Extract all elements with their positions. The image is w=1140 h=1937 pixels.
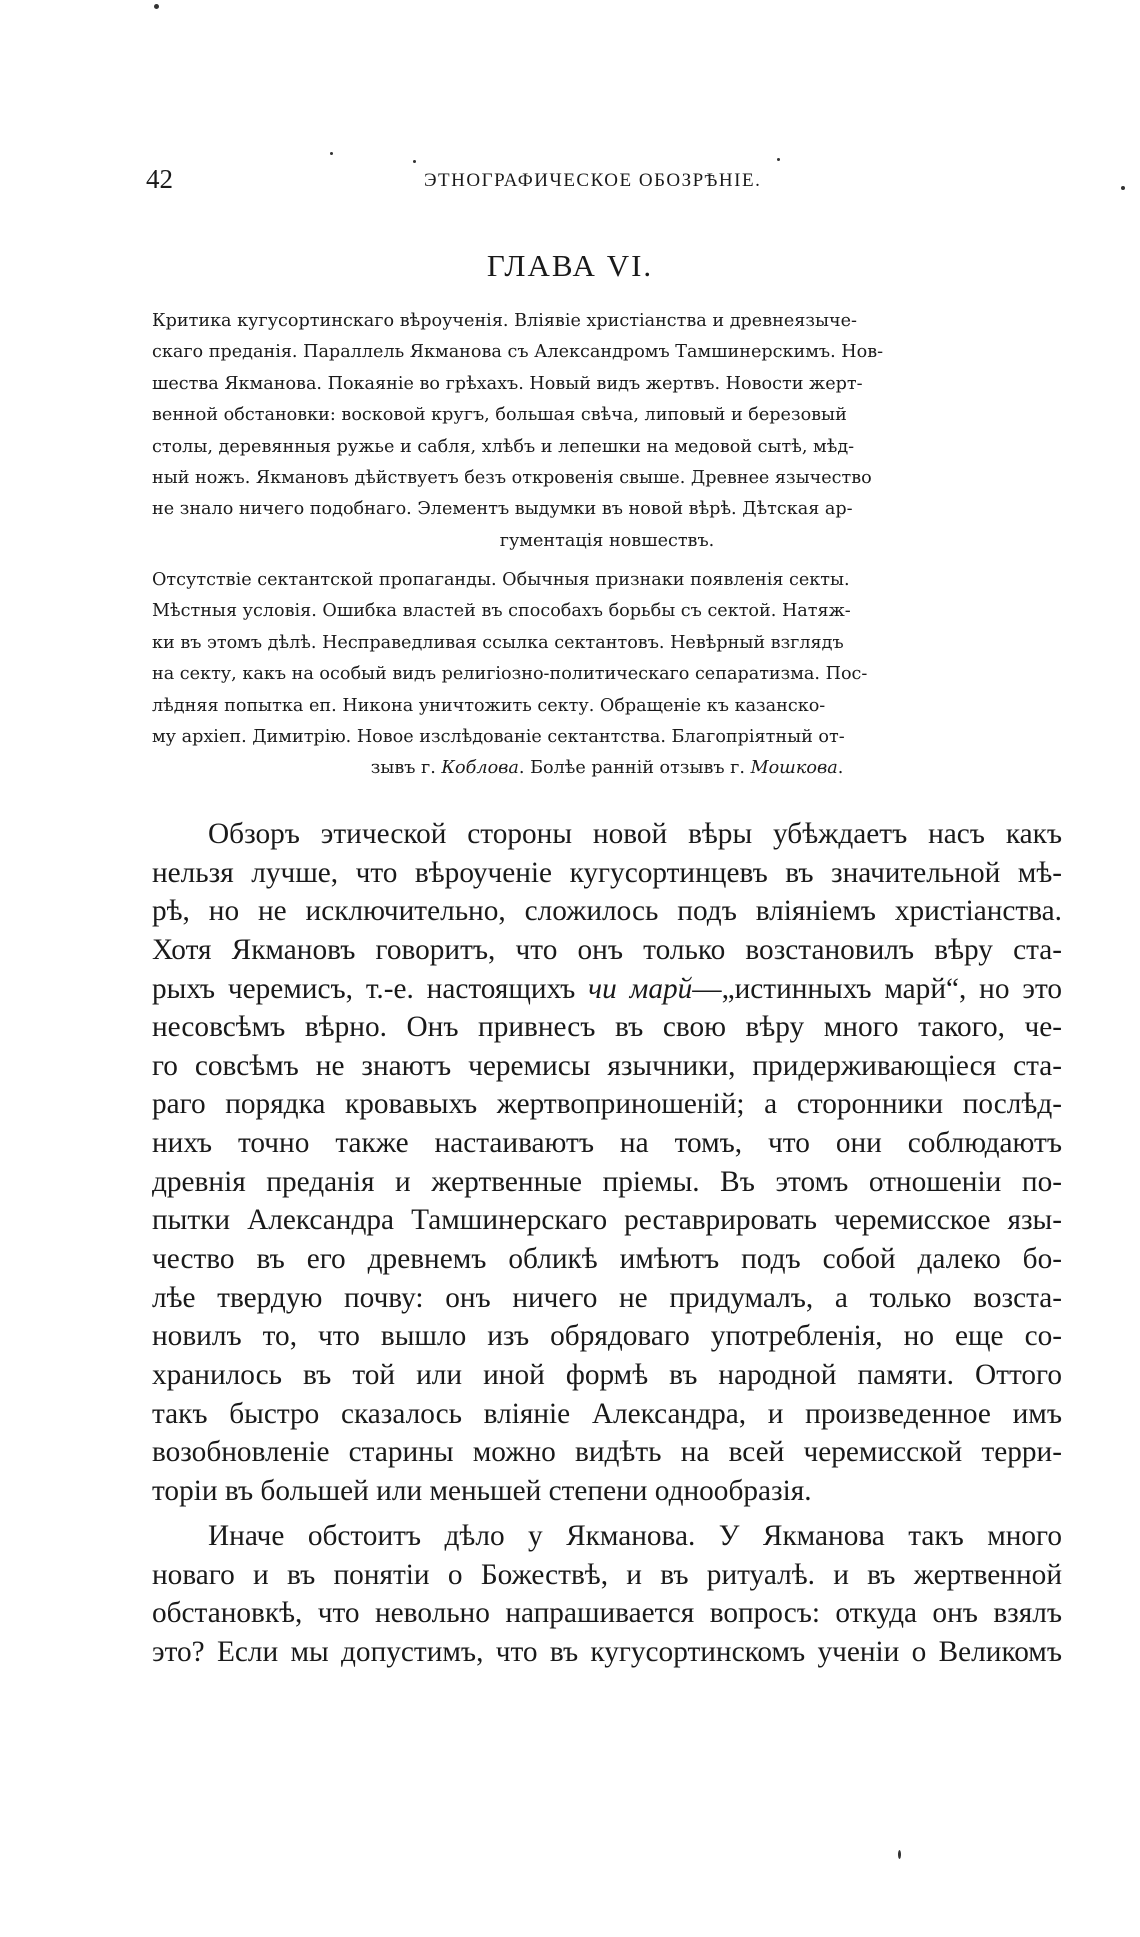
- text-line: го совсѣмъ не знаютъ черемисы язычники, придерживающіеся ста-: [152, 1049, 1062, 1082]
- summary-line: Критика кугусортинскаго вѣроученія. Вліявіе христіанства и древнеязыче-: [152, 311, 857, 331]
- text-line: обстановкѣ, что невольно напрашивается вопросъ: откуда онъ взялъ: [152, 1597, 1062, 1630]
- text-line: нихъ точно также настаиваютъ на томъ, что они соблюдаютъ: [152, 1127, 1062, 1160]
- summary-line: гументація новшествъ.: [499, 530, 715, 551]
- italic-term: чи марй: [588, 972, 693, 1005]
- summary-line: венной обстановки: восковой кругъ, большая свѣча, липовый и березовый: [152, 405, 847, 426]
- text-line: лѣе твердую почву: онъ ничего не придумалъ, а только возста-: [152, 1281, 1062, 1314]
- text-fragment: рыхъ черемисъ, т.-е. настоящихъ: [152, 972, 589, 1005]
- summary-text: . Болѣе ранній отзывъ г.: [518, 758, 751, 779]
- print-speck: [154, 4, 159, 9]
- summary-line: лѣдняя попытка еп. Никона уничтожить секту. Обращеніе къ казанско-: [152, 695, 826, 716]
- text-line: несовсѣмъ вѣрно. Онъ привнесъ въ свою вѣру много такого, че-: [152, 1011, 1062, 1044]
- text-line: древнія преданія и жертвенные пріемы. Въ этомъ отношеніи по-: [152, 1165, 1062, 1198]
- body-paragraph-1: [152, 815, 1062, 1511]
- summary-line: столы, деревянныя ружье и сабля, хлѣбъ и лепешки на медовой сытѣ, мѣд-: [152, 436, 855, 457]
- chapter-title: ГЛАВА VI.: [486, 248, 654, 283]
- author-name-koblov: Коблова: [441, 758, 519, 779]
- summary-text: зывъ г.: [370, 758, 442, 779]
- summary-line: на секту, какъ на особый видъ религіозно-политическаго сепаратизма. Пос-: [152, 664, 868, 685]
- text-line: чество въ его древнемъ обликѣ имѣютъ подъ собой далеко бо-: [152, 1243, 1062, 1276]
- author-name-moshkov: Мошкова: [750, 758, 838, 779]
- body-paragraph-2: [152, 1517, 1062, 1672]
- text-line: торіи въ большей или меньшей степени однообразія.: [152, 1474, 812, 1507]
- summary-last-line: [152, 753, 1062, 784]
- summary-line: не знало ничего подобнаго. Элементъ выдумки въ новой вѣрѣ. Дѣтская ар-: [152, 499, 853, 520]
- summary-line: Мѣстныя условія. Ошибка властей въ способахъ борьбы съ сектой. Натяж-: [152, 601, 851, 622]
- summary-line: скаго преданія. Параллель Якманова съ Александромъ Тамшинерскимъ. Нов-: [152, 342, 884, 363]
- summary-line: шества Якманова. Покаяніе во грѣхахъ. Новый видъ жертвъ. Новости жерт-: [152, 373, 863, 394]
- summary-line: му архіеп. Димитрію. Новое изслѣдованіе сектантства. Благопріятный от-: [152, 726, 845, 747]
- text-line: возобновленіе старины можно видѣть на всей черемисской терри-: [152, 1436, 1062, 1469]
- text-line: раго порядка кровавыхъ жертвоприношеній; а сторонники послѣд-: [152, 1088, 1062, 1121]
- text-line: рѣ, но не исключительно, сложилось подъ вліяніемъ христіанства.: [152, 895, 1062, 928]
- text-fragment: —„истинныхъ марй“, но это: [692, 972, 1063, 1005]
- summary-line: Отсутствіе сектантской пропаганды. Обычныя признаки появленія секты.: [152, 570, 850, 590]
- summary-text: .: [837, 758, 844, 779]
- text-line: Обзоръ этической стороны новой вѣры убѣждаетъ насъ какъ: [208, 818, 1062, 850]
- print-speck: [413, 160, 416, 163]
- text-line: новилъ то, что вышло изъ обрядоваго употребленія, но еще со-: [152, 1320, 1062, 1353]
- running-head: ЭТНОГРАФИЧЕСКОЕ ОБОЗРѢНІЕ.: [424, 170, 762, 191]
- page-number: 42: [146, 164, 173, 194]
- text-line: [152, 970, 1062, 1009]
- text-line: это? Если мы допустимъ, что въ кугусортинскомъ ученіи о Великомъ: [152, 1635, 1062, 1668]
- summary-line: ки въ этомъ дѣлѣ. Несправедливая ссылка сектантовъ. Невѣрный взглядъ: [152, 632, 844, 653]
- text-line: новаго и въ понятіи о Божествѣ, и въ ритуалѣ. и въ жертвенной: [152, 1558, 1062, 1591]
- print-speck: [1121, 186, 1125, 190]
- chapter-summary-1: [152, 306, 1062, 557]
- page-header: [146, 164, 912, 194]
- chapter-summary-2: [152, 565, 1062, 785]
- text-line: Хотя Якмановъ говоритъ, что онъ только возстановилъ вѣру ста-: [152, 933, 1062, 966]
- summary-line: ный ножъ. Якмановъ дѣйствуетъ безъ откровенія свыше. Древнее язычество: [152, 467, 872, 488]
- text-line: нельзя лучше, что вѣроученіе кугусортинцевъ въ значительной мѣ-: [152, 856, 1062, 889]
- print-speck: [330, 152, 333, 155]
- print-speck: [898, 1850, 901, 1859]
- text-line: пытки Александра Тамшинерскаго реставрировать черемисское язы-: [152, 1204, 1062, 1237]
- print-speck: [777, 158, 780, 161]
- text-line: такъ быстро сказалось вліяніе Александра, и произведенное имъ: [152, 1397, 1062, 1430]
- text-line: Иначе обстоитъ дѣло у Якманова. У Якманова такъ много: [208, 1520, 1062, 1552]
- text-line: хранилось въ той или иной формѣ въ народной памяти. Оттого: [152, 1358, 1062, 1391]
